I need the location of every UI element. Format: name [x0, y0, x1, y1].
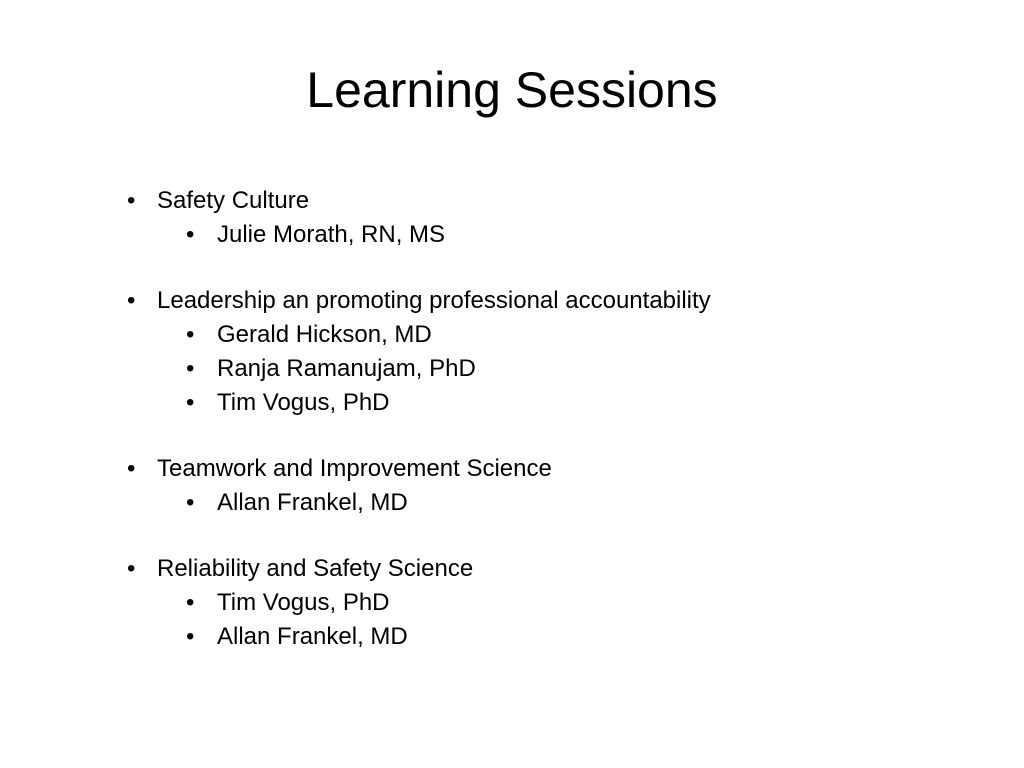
bullet-icon: •: [186, 489, 195, 516]
slide-title: Learning Sessions: [306, 62, 718, 118]
section-heading: Leadership an promoting professional accountability: [157, 287, 711, 314]
sub-item: Gerald Hickson, MD: [217, 321, 432, 348]
sub-item-row: [0, 486, 1024, 520]
section-heading: Safety Culture: [157, 187, 310, 214]
bullet-icon: •: [127, 287, 136, 314]
sub-item-row: [0, 386, 1024, 420]
bullet-icon: •: [186, 355, 195, 382]
bullet-icon: •: [186, 589, 195, 616]
sub-item-row: [0, 620, 1024, 654]
section-spacer: [0, 520, 1024, 552]
sub-item-row: [0, 318, 1024, 352]
sub-item: Allan Frankel, MD: [217, 489, 408, 516]
bullet-icon: •: [186, 623, 195, 650]
sub-item: Ranja Ramanujam, PhD: [217, 355, 476, 382]
section-heading-row: [0, 552, 1024, 586]
bullet-icon: •: [186, 321, 195, 348]
section-heading: Reliability and Safety Science: [157, 555, 474, 582]
sub-item: Tim Vogus, PhD: [217, 389, 390, 416]
bullet-icon: •: [127, 455, 136, 482]
sub-item-row: [0, 218, 1024, 252]
section-heading-row: [0, 284, 1024, 318]
bullet-icon: •: [127, 187, 136, 214]
section-heading: Teamwork and Improvement Science: [157, 455, 552, 482]
bullet-icon: •: [127, 555, 136, 582]
section-heading-row: [0, 452, 1024, 486]
section-heading-row: [0, 184, 1024, 218]
section-spacer: [0, 420, 1024, 452]
sub-item-row: [0, 586, 1024, 620]
bullet-icon: •: [186, 221, 195, 248]
bullet-icon: •: [186, 389, 195, 416]
sub-item: Julie Morath, RN, MS: [217, 221, 446, 248]
section-spacer: [0, 252, 1024, 284]
sub-item: Allan Frankel, MD: [217, 623, 408, 650]
sub-item-row: [0, 352, 1024, 386]
sub-item: Tim Vogus, PhD: [217, 589, 390, 616]
bullet-list: [0, 184, 1024, 654]
